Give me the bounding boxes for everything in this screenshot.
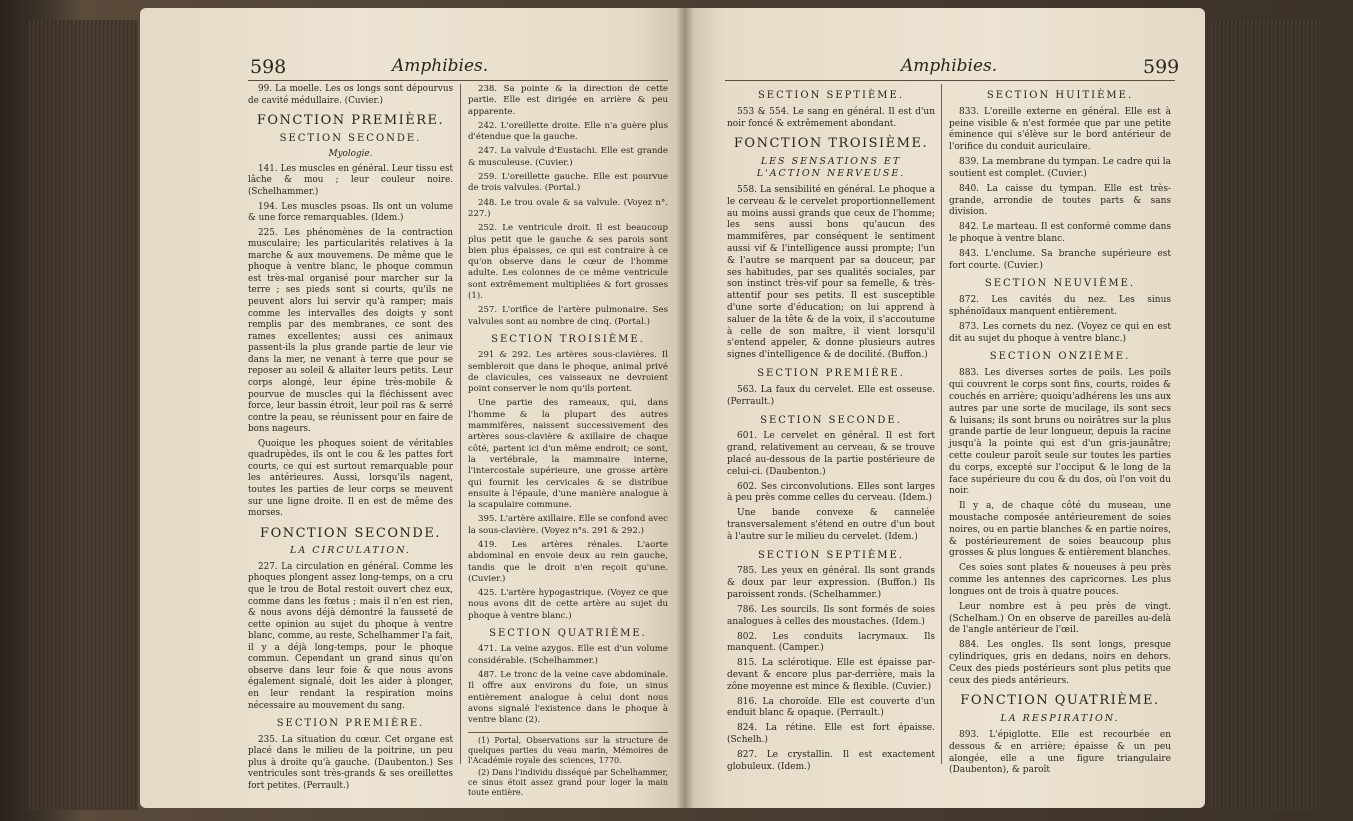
paragraph: 893. L'épiglotte. Elle est recourbée en dessous & en arrière; épaisse & un peu alongée, elle a une figure triangulaire (Daubenton), & paroît	[949, 730, 1171, 776]
paragraph: 872. Les cavités du nez. Les sinus sphénoïdaux manquent entièrement.	[949, 295, 1171, 317]
left-column-1	[248, 84, 453, 796]
sec-heading: SECTION ONZIÈME.	[989, 351, 1131, 363]
paragraph: 99. La moelle. Les os longs sont dépourvus de cavité médullaire. (Cuvier.)	[248, 84, 453, 106]
footnotes	[468, 732, 668, 798]
left-page-edges	[28, 20, 138, 810]
paragraph: 471. La veine azygos. Elle est d'un volume considérable. (Schelhammer.)	[468, 644, 668, 666]
sec-heading: SECTION PREMIÈRE.	[276, 718, 425, 730]
paragraph: 395. L'artère axillaire. Elle se confond avec la sous-clavière. (Voyez n°s. 291 & 292.)	[468, 514, 668, 536]
left-page	[140, 8, 685, 808]
right-column-2	[949, 84, 1171, 780]
paragraph: 883. Les diverses sortes de poils. Les poils qui couvrent le corps sont fins, courts, roides & couchés en arrière; quoiqu'adhérens les uns aux autres par une sorte de mucilage, ils sont secs & luisans; ils sont bruns ou noirâtres sur la plus grande partie de leur longueur, depuis la racine jusqu'à la pointe qui est d'un gris-jaunâtre; cette couleur paroît seule sur toutes les parties du corps, excepté sur l'occiput & le long de la face supérieure du cou & du dos, où l'on voit du noir.	[949, 368, 1171, 497]
paragraph: 259. L'oreillette gauche. Elle est pourvue de trois valvules. (Portal.)	[468, 172, 668, 194]
paragraph: 843. L'enclume. Sa branche supérieure est fort courte. (Cuvier.)	[949, 248, 1171, 271]
paragraph: 815. La sclérotique. Elle est épaisse par-devant & encore plus par-derrière, mais la zône moyenne est mince & flexible. (Cuvier.)	[727, 658, 935, 692]
paragraph: Une partie des rameaux, qui, dans l'homme & la plupart des autres mammifères, naissent successivement des artères sous-clavière & axillaire de chaque côté, partent ici d'un même endroit; ce sont, la vertébrale, la mammaire interne, l'intercostale supérieure, une grosse artère qui fournit les cervicales & se distribue ensuite à l'épaule, d'une manière analogue à la scapulaire commune.	[468, 398, 668, 511]
sec-heading: SECTION TROISIÈME.	[491, 333, 645, 345]
paragraph: 839. La membrane du tympan. Le cadre qui la soutient est complet. (Cuvier.)	[949, 157, 1171, 179]
left-running-head: Amphibies.	[392, 56, 489, 76]
sec-heading: SECTION SECONDE.	[279, 132, 422, 144]
fonction-heading: FONCTION PREMIÈRE.	[256, 113, 445, 129]
paragraph: 602. Ses circonvolutions. Elles sont larges à peu près comme celles du cerveau. (Idem.)	[727, 481, 935, 504]
paragraph: 419. Les artères rénales. L'aorte abdominal en envoie deux au rein gauche, tandis que le droit n'en reçoit qu'une. (Cuvier.)	[468, 539, 668, 584]
centered-heading: Myologie.	[328, 149, 373, 160]
sec-heading: SECTION SEPTIÈME.	[757, 549, 905, 561]
book-gutter	[676, 8, 694, 808]
sec-heading: SECTION SECONDE.	[760, 414, 902, 426]
paragraph: 802. Les conduits lacrymaux. Ils manquent. (Camper.)	[727, 631, 935, 654]
paragraph: 487. Le tronc de la veine cave abdominale. Il offre aux environs du foie, un sinus entièrement analogue à celui dont nous avons signalé l'existence dans le phoque à ventre blanc (2).	[468, 669, 668, 726]
right-page-number: 599	[1143, 56, 1180, 78]
paragraph: 225. Les phénomènes de la contraction musculaire; les particularités relatives à la marche & aux mouvemens. De même que le phoque à ventre blanc, le phoque commun est très-mal organisé pour marcher sur la terre ; ses pieds sont si courts, qu'ils ne peuvent alors lui servir qu'à ramper; mais comme les intervalles des doigts y sont remplis par des membranes, ce sont des rames excellentes; aussi ces animaux passent-ils la plus grande partie de leur vie dans la mer, ne venant à terre que pour se reposer au soleil & allaiter leurs petits. Leur corps alongé, leur épine très-mobile & pourvue de muscles qui la fléchissent avec force, leur bassin étroit, leur poil ras & serré contre la peau, se réunissent pour en faire de bons nageurs.	[248, 227, 453, 435]
right-head-rule	[725, 80, 1175, 81]
paragraph: 227. La circulation en général. Comme les phoques plongent assez long-temps, on a cru que le trou de Botal restoit ouvert chez eux, comme dans les fœtus ; mais il n'en est rien, & nous avons déjà démontré la fausseté de cette opinion au sujet du phoque à ventre blanc, comme, au reste, Schelhammer l'a fait, il y a déjà long-temps, pour le phoque commun. Cependant un grand sinus qu'on observe dans leur foie & que nous avons également signalé, doit les aider à plonger, en leur rendant la respiration moins nécessaire au mouvement du sang.	[248, 561, 453, 711]
paragraph: 785. Les yeux en général. Ils sont grands & doux par leur expression. (Buffon.) Ils paroissent ronds. (Schelhammer.)	[727, 566, 935, 601]
left-column-divider	[460, 84, 461, 764]
paragraph: 238. Sa pointe & la direction de cette partie. Elle est dirigée en arrière & peu apparente.	[468, 84, 668, 117]
paragraph: 786. Les sourcils. Ils sont formés de soies analogues à celles des moustaches. (Idem.)	[727, 604, 935, 627]
paragraph: 425. L'artère hypogastrique. (Voyez ce que nous avons dit de cette artère au sujet du phoque à ventre blanc.)	[468, 588, 668, 621]
paragraph: 833. L'oreille externe en général. Elle est à peine visible & n'est formée que par une petite éminence qui s'élève sur le bord antérieur de l'orifice du conduit auriculaire.	[949, 106, 1171, 153]
paragraph: 248. Le trou ovale & sa valvule. (Voyez n°. 227.)	[468, 197, 668, 219]
paragraph: 291 & 292. Les artères sous-clavières. Il sembleroit que dans le phoque, animal privé de clavicules, ces vaisseaux ne devroient point conserver le nom qu'ils portent.	[468, 350, 668, 395]
left-page-number: 598	[250, 56, 287, 78]
subhead-heading: LA RESPIRATION.	[1000, 713, 1120, 725]
fonction-heading: FONCTION QUATRIÈME.	[960, 693, 1160, 709]
paragraph: Ces soies sont plates & noueuses à peu près comme les antennes des capricornes. Les plus longues ont de trois à quatre pouces.	[949, 563, 1171, 597]
paragraph: 884. Les ongles. Ils sont longs, presque cylindriques, gris en dedans, noirs en dehors. Ceux des pieds postérieurs sont plus petits que ceux des pieds antérieurs.	[949, 640, 1171, 686]
fonction-heading: FONCTION SECONDE.	[260, 525, 441, 541]
footnote: (2) Dans l'individu disséqué par Schelhammer, ce sinus étoit assez grand pour loger la main toute entière.	[468, 768, 668, 798]
paragraph: 842. Le marteau. Il est conformé comme dans le phoque à ventre blanc.	[949, 222, 1171, 244]
paragraph: 824. La rétine. Elle est fort épaisse. (Schelh.)	[727, 723, 935, 745]
right-column-1	[727, 84, 935, 776]
left-head-rule	[248, 80, 668, 81]
right-running-head: Amphibies.	[901, 56, 998, 76]
paragraph: 873. Les cornets du nez. (Voyez ce qui en est dit au sujet du phoque à ventre blanc.)	[949, 321, 1171, 344]
paragraph: 553 & 554. Le sang en général. Il est d'un noir foncé & extrêmement abondant.	[727, 106, 935, 129]
paragraph: 194. Les muscles psoas. Ils ont un volume & une force remarquables. (Idem.)	[248, 201, 453, 224]
sec-heading: SECTION PREMIÈRE.	[757, 368, 905, 380]
paragraph: 235. La situation du cœur. Cet organe est placé dans le milieu de la poitrine, un peu plus à droite qu'à gauche. (Daubenton.) Ses ventricules sont très-grands & ses oreillettes fort petites. (Perrault.)	[248, 734, 453, 791]
left-column-2	[468, 84, 668, 800]
footnote: (1) Portal, Observations sur la structure de quelques parties du veau marin, Mémoires de l'Académie royale des sciences, 1770.	[468, 736, 668, 766]
paragraph: 816. La choroïde. Elle est couverte d'un enduit blanc & opaque. (Perrault.)	[727, 696, 935, 719]
paragraph: 242. L'oreillette droite. Elle n'a guère plus d'étendue que la gauche.	[468, 120, 668, 143]
right-column-divider	[941, 84, 942, 764]
paragraph: 558. La sensibilité en général. Le phoque a le cerveau & le cervelet proportionnellement au moins aussi grands que ceux de l'homme; les sens aussi bons qu'aucun des mammifères, par conséquent le sentiment aussi vif & l'intelligence aussi prompte; l'un & l'autre se marquent par sa douceur, par ses habitudes, par ses qualités sociales, par son instinct très-vif pour sa femelle, & très-attentif pour ses petits. Il est susceptible d'une sorte d'éducation; on lui apprend à saluer de la tête & de la voix, il s'accoutume à celle de son maître, il vient lorsqu'il s'entend appeler, & donne plusieurs autres signes d'intelligence & de docilité. (Buffon.)	[727, 184, 935, 361]
sec-heading: SECTION HUITIÈME.	[986, 90, 1134, 101]
paragraph: 141. Les muscles en général. Leur tissu est lâche & mou ; leur couleur noire. (Schelhammer.)	[248, 163, 453, 197]
sec-heading: SECTION QUATRIÈME.	[489, 628, 647, 640]
paragraph: Leur nombre est à peu près de vingt. (Schelham.) On en observe de pareilles au-delà de l'angle antérieur de l'œil.	[949, 601, 1171, 636]
subhead-heading: LA CIRCULATION.	[290, 545, 411, 557]
paragraph: 840. La caisse du tympan. Elle est très-grande, arrondie de toutes parts & sans division.	[949, 183, 1171, 218]
right-page-edges	[1210, 20, 1320, 810]
subhead-heading: LES SENSATIONS ET L'ACTION NERVEUSE.	[756, 156, 906, 180]
sec-heading: SECTION SEPTIÈME.	[757, 90, 905, 101]
paragraph: Une bande convexe & cannelée transversalement s'étend en outre d'un bout à l'autre sur le milieu du cervelet. (Idem.)	[727, 508, 935, 542]
paragraph: 563. La faux du cervelet. Elle est osseuse. (Perrault.)	[727, 384, 935, 407]
paragraph: 827. Le crystallin. Il est exactement globuleux. (Idem.)	[727, 749, 935, 772]
paragraph: Quoique les phoques soient de véritables quadrupèdes, ils ont le cou & les pattes fort courts, ce qui est surtout remarquable pour les antérieures. Aussi, lorsqu'ils nagent, toutes les parties de leur corps se meuvent sur une ligne droite. Il en est de même des morses.	[248, 438, 453, 519]
paragraph: 257. L'orifice de l'artère pulmonaire. Ses valvules sont au nombre de cinq. (Portal.)	[468, 305, 668, 327]
right-page	[685, 8, 1205, 808]
paragraph: 252. Le ventricule droit. Il est beaucoup plus petit que le gauche & ses parois sont bien plus épaisses, ce qui est contraire à ce qu'on observe dans le cœur de l'homme adulte. Les colonnes de ce même ventricule sont extrêmement multipliées & fort grosses (1).	[468, 223, 668, 302]
sec-heading: SECTION NEUVIÈME.	[984, 278, 1136, 290]
paragraph: 601. Le cervelet en général. Il est fort grand, relativement au cerveau, & se trouve placé au-dessous de la partie postérieure de celui-ci. (Daubenton.)	[727, 431, 935, 477]
paragraph: 247. La valvule d'Eustachi. Elle est grande & musculeuse. (Cuvier.)	[468, 146, 668, 168]
fonction-heading: FONCTION TROISIÈME.	[733, 136, 929, 152]
paragraph: Il y a, de chaque côté du museau, une moustache composée antérieurement de soies noires, ou en partie blanches & en partie noires, & postérieurement de soies beaucoup plus grosses & plus longues & entièrement blanches.	[949, 501, 1171, 559]
